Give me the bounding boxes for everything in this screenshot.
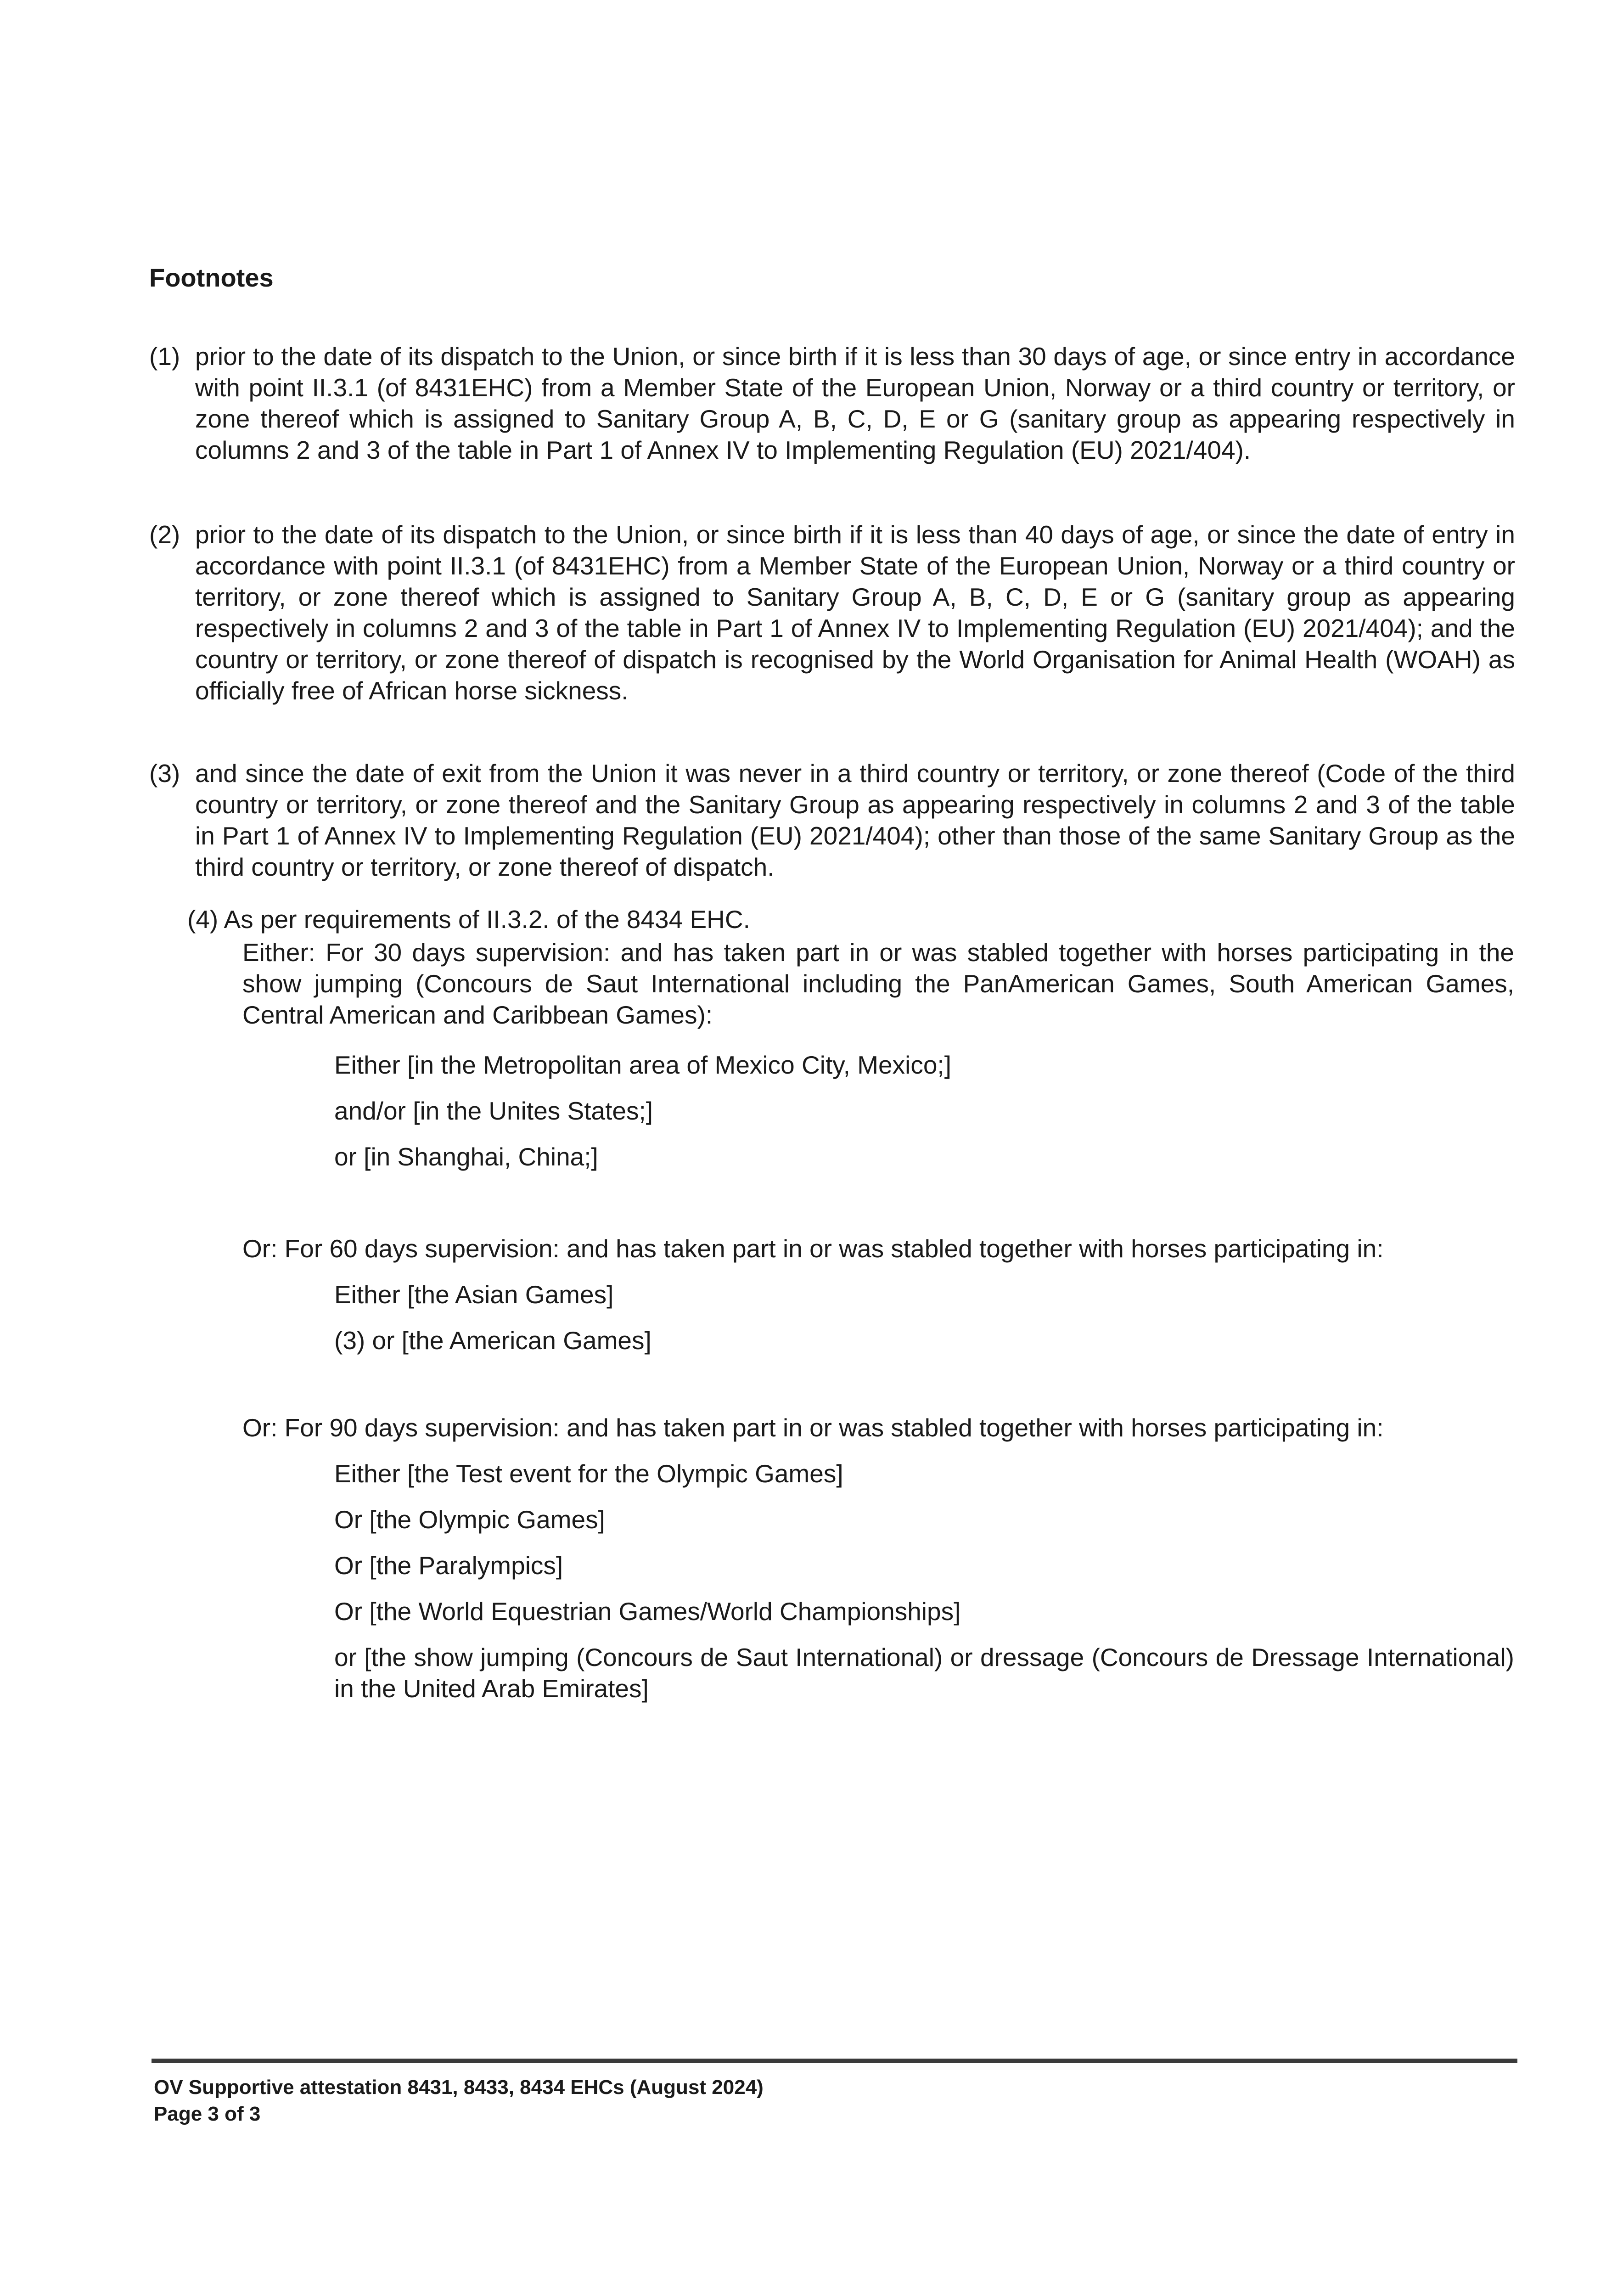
- footnotes-heading: Footnotes: [149, 263, 274, 292]
- footnote-2: [149, 519, 1515, 706]
- footnote-number: (1): [149, 342, 180, 371]
- footnote-3: [149, 758, 1515, 883]
- supervision-30-days-intro: Either: For 30 days supervision: and has taken part in or was stabled together with horses participating in the show jumping (Concours de Saut International including the PanAmerican Games, South American Games, Central American and Caribbean Games):: [242, 938, 1514, 1029]
- option-mexico-city: Either [in the Metropolitan area of Mexico City, Mexico;]: [334, 1051, 951, 1079]
- option-united-arab-emirates: or [the show jumping (Concours de Saut International) or dressage (Concours de Dressage International) in the United Arab Emirates]: [334, 1643, 1514, 1703]
- footer-document-title: OV Supportive attestation 8431, 8433, 8434 EHCs (August 2024): [154, 2076, 764, 2099]
- footnote-text: prior to the date of its dispatch to the Union, or since birth if it is less than 30 days of age, or since entry in accordance with point II.3.1 (of 8431EHC) from a Member State of the European Union, Norway or a third country or territory, or zone thereof which is assigned to Sanitary Group A, B, C, D, E or G (sanitary group as appearing respectively in columns 2 and 3 of the table in Part 1 of Annex IV to Implementing Regulation (EU) 2021/404).: [195, 342, 1515, 464]
- option-american-games: (3) or [the American Games]: [334, 1326, 651, 1355]
- option-olympic-test-event: Either [the Test event for the Olympic Games]: [334, 1459, 843, 1488]
- option-asian-games: Either [the Asian Games]: [334, 1280, 614, 1309]
- supervision-60-days-intro: Or: For 60 days supervision: and has taken part in or was stabled together with horses participating in:: [242, 1234, 1384, 1263]
- footnote-text: prior to the date of its dispatch to the Union, or since birth if it is less than 40 days of age, or since the date of entry in accordance with point II.3.1 (of 8431EHC) from a Member State of the European Union, Norway or a third country or territory, or zone thereof which is assigned to Sanitary Group A, B, C, D, E or G (sanitary group as appearing respectively in columns 2 and 3 of the table in Part 1 of Annex IV to Implementing Regulation (EU) 2021/404); and the country or territory, or zone thereof of dispatch is recognised by the World Organisation for Animal Health (WOAH) as officially free of African horse sickness.: [195, 520, 1515, 705]
- option-world-equestrian-games: Or [the World Equestrian Games/World Championships]: [334, 1597, 961, 1626]
- option-united-states: and/or [in the Unites States;]: [334, 1097, 653, 1125]
- supervision-90-days-intro: Or: For 90 days supervision: and has taken part in or was stabled together with horses participating in:: [242, 1413, 1384, 1442]
- option-paralympics: Or [the Paralympics]: [334, 1551, 563, 1580]
- option-shanghai: or [in Shanghai, China;]: [334, 1142, 598, 1171]
- footnote-number: (2): [149, 520, 180, 549]
- footnote-1: [149, 341, 1515, 466]
- option-olympic-games: Or [the Olympic Games]: [334, 1505, 605, 1534]
- footnote-number: (3): [149, 759, 180, 788]
- footer-divider: [152, 2059, 1517, 2063]
- footer-page-number: Page 3 of 3: [154, 2103, 261, 2125]
- footnote-4-lead: (4) As per requirements of II.3.2. of the 8434 EHC.: [187, 905, 750, 934]
- footnote-text: and since the date of exit from the Union it was never in a third country or territory, or zone thereof (Code of the third country or territory, or zone thereof and the Sanitary Group as appearing respectively in columns 2 and 3 of the table in Part 1 of Annex IV to Implementing Regulation (EU) 2021/404); other than those of the same Sanitary Group as the third country or territory, or zone thereof of dispatch.: [195, 759, 1515, 881]
